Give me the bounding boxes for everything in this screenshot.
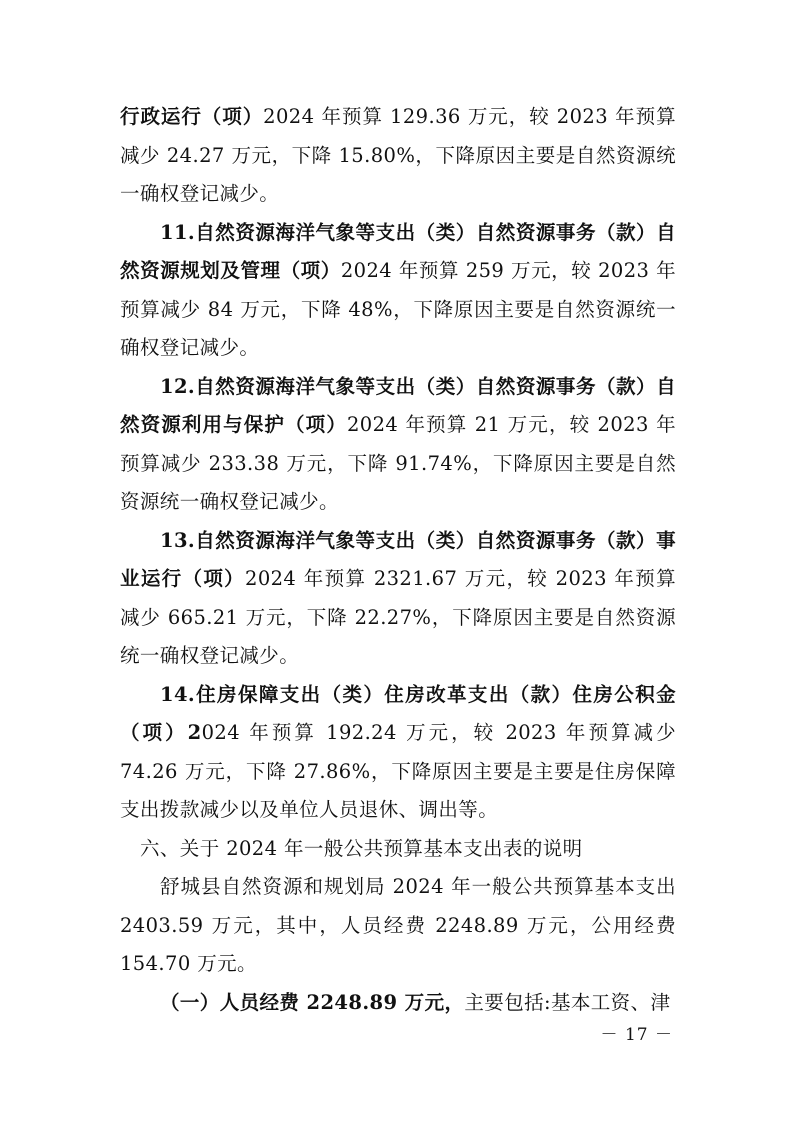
item-text: 2024 年预算 21 万元，较 2023 年预算减少 233.38 万元，下降 91.74%，下降原因主要是自然资源统一确权登记减少。 xyxy=(120,413,676,513)
personnel-text: 主要包括:基本工资、津 xyxy=(464,990,671,1014)
page-number: － 17 － xyxy=(600,1025,673,1045)
section-heading: 六、关于 2024 年一般公共预算基本支出表的说明 xyxy=(140,836,583,860)
item-text: 024 年预算 192.24 万元，较 2023 年预算减少 74.26 万元，下降 27.86%，下降原因主要是主要是住房保障支出拨款减少以及单位人员退休、调出等。 xyxy=(120,721,676,821)
item-title: 13.自然资源海洋气象等支出（类）自然资源事务（款）事业运行（项） xyxy=(120,528,676,590)
item-title: 11.自然资源海洋气象等支出（类）自然资源事务（款）自然资源规划及管理（项） xyxy=(120,220,676,282)
paragraph-item-14 xyxy=(120,676,676,830)
item-title: 行政运行（项） xyxy=(120,105,264,128)
item-text: 2024 年预算 2321.67 万元，较 2023 年预算减少 665.21 万元，下降 22.27%，下降原因主要是自然资源统一确权登记减少。 xyxy=(120,567,676,667)
personnel-paragraph xyxy=(120,984,676,1023)
paragraph-item-11 xyxy=(120,214,676,368)
item-text: 2024 年预算 259 万元，较 2023 年预算减少 84 万元，下降 48%，下降原因主要是自然资源统一确权登记减少。 xyxy=(120,259,676,359)
document-body xyxy=(120,98,676,1022)
paragraph-item-12 xyxy=(120,368,676,522)
paragraph-admin-operation xyxy=(120,98,676,214)
item-title: 14.住房保障支出（类）住房改革支出（款）住房公积金（项）2 xyxy=(120,682,676,744)
paragraph-item-13 xyxy=(120,522,676,676)
item-title: 12.自然资源海洋气象等支出（类）自然资源事务（款）自然资源利用与保护（项） xyxy=(120,374,676,436)
personnel-title: （一）人员经费 2248.89 万元， xyxy=(160,990,465,1014)
summary-paragraph: 舒城县自然资源和规划局 2024 年一般公共预算基本支出 2403.59 万元，其中，人员经费 2248.89 万元，公用经费 154.70 万元。 xyxy=(120,875,676,975)
item-text: 2024 年预算 129.36 万元，较 2023 年预算减少 24.27 万元，下降 15.80%，下降原因主要是自然资源统一确权登记减少。 xyxy=(120,105,676,205)
